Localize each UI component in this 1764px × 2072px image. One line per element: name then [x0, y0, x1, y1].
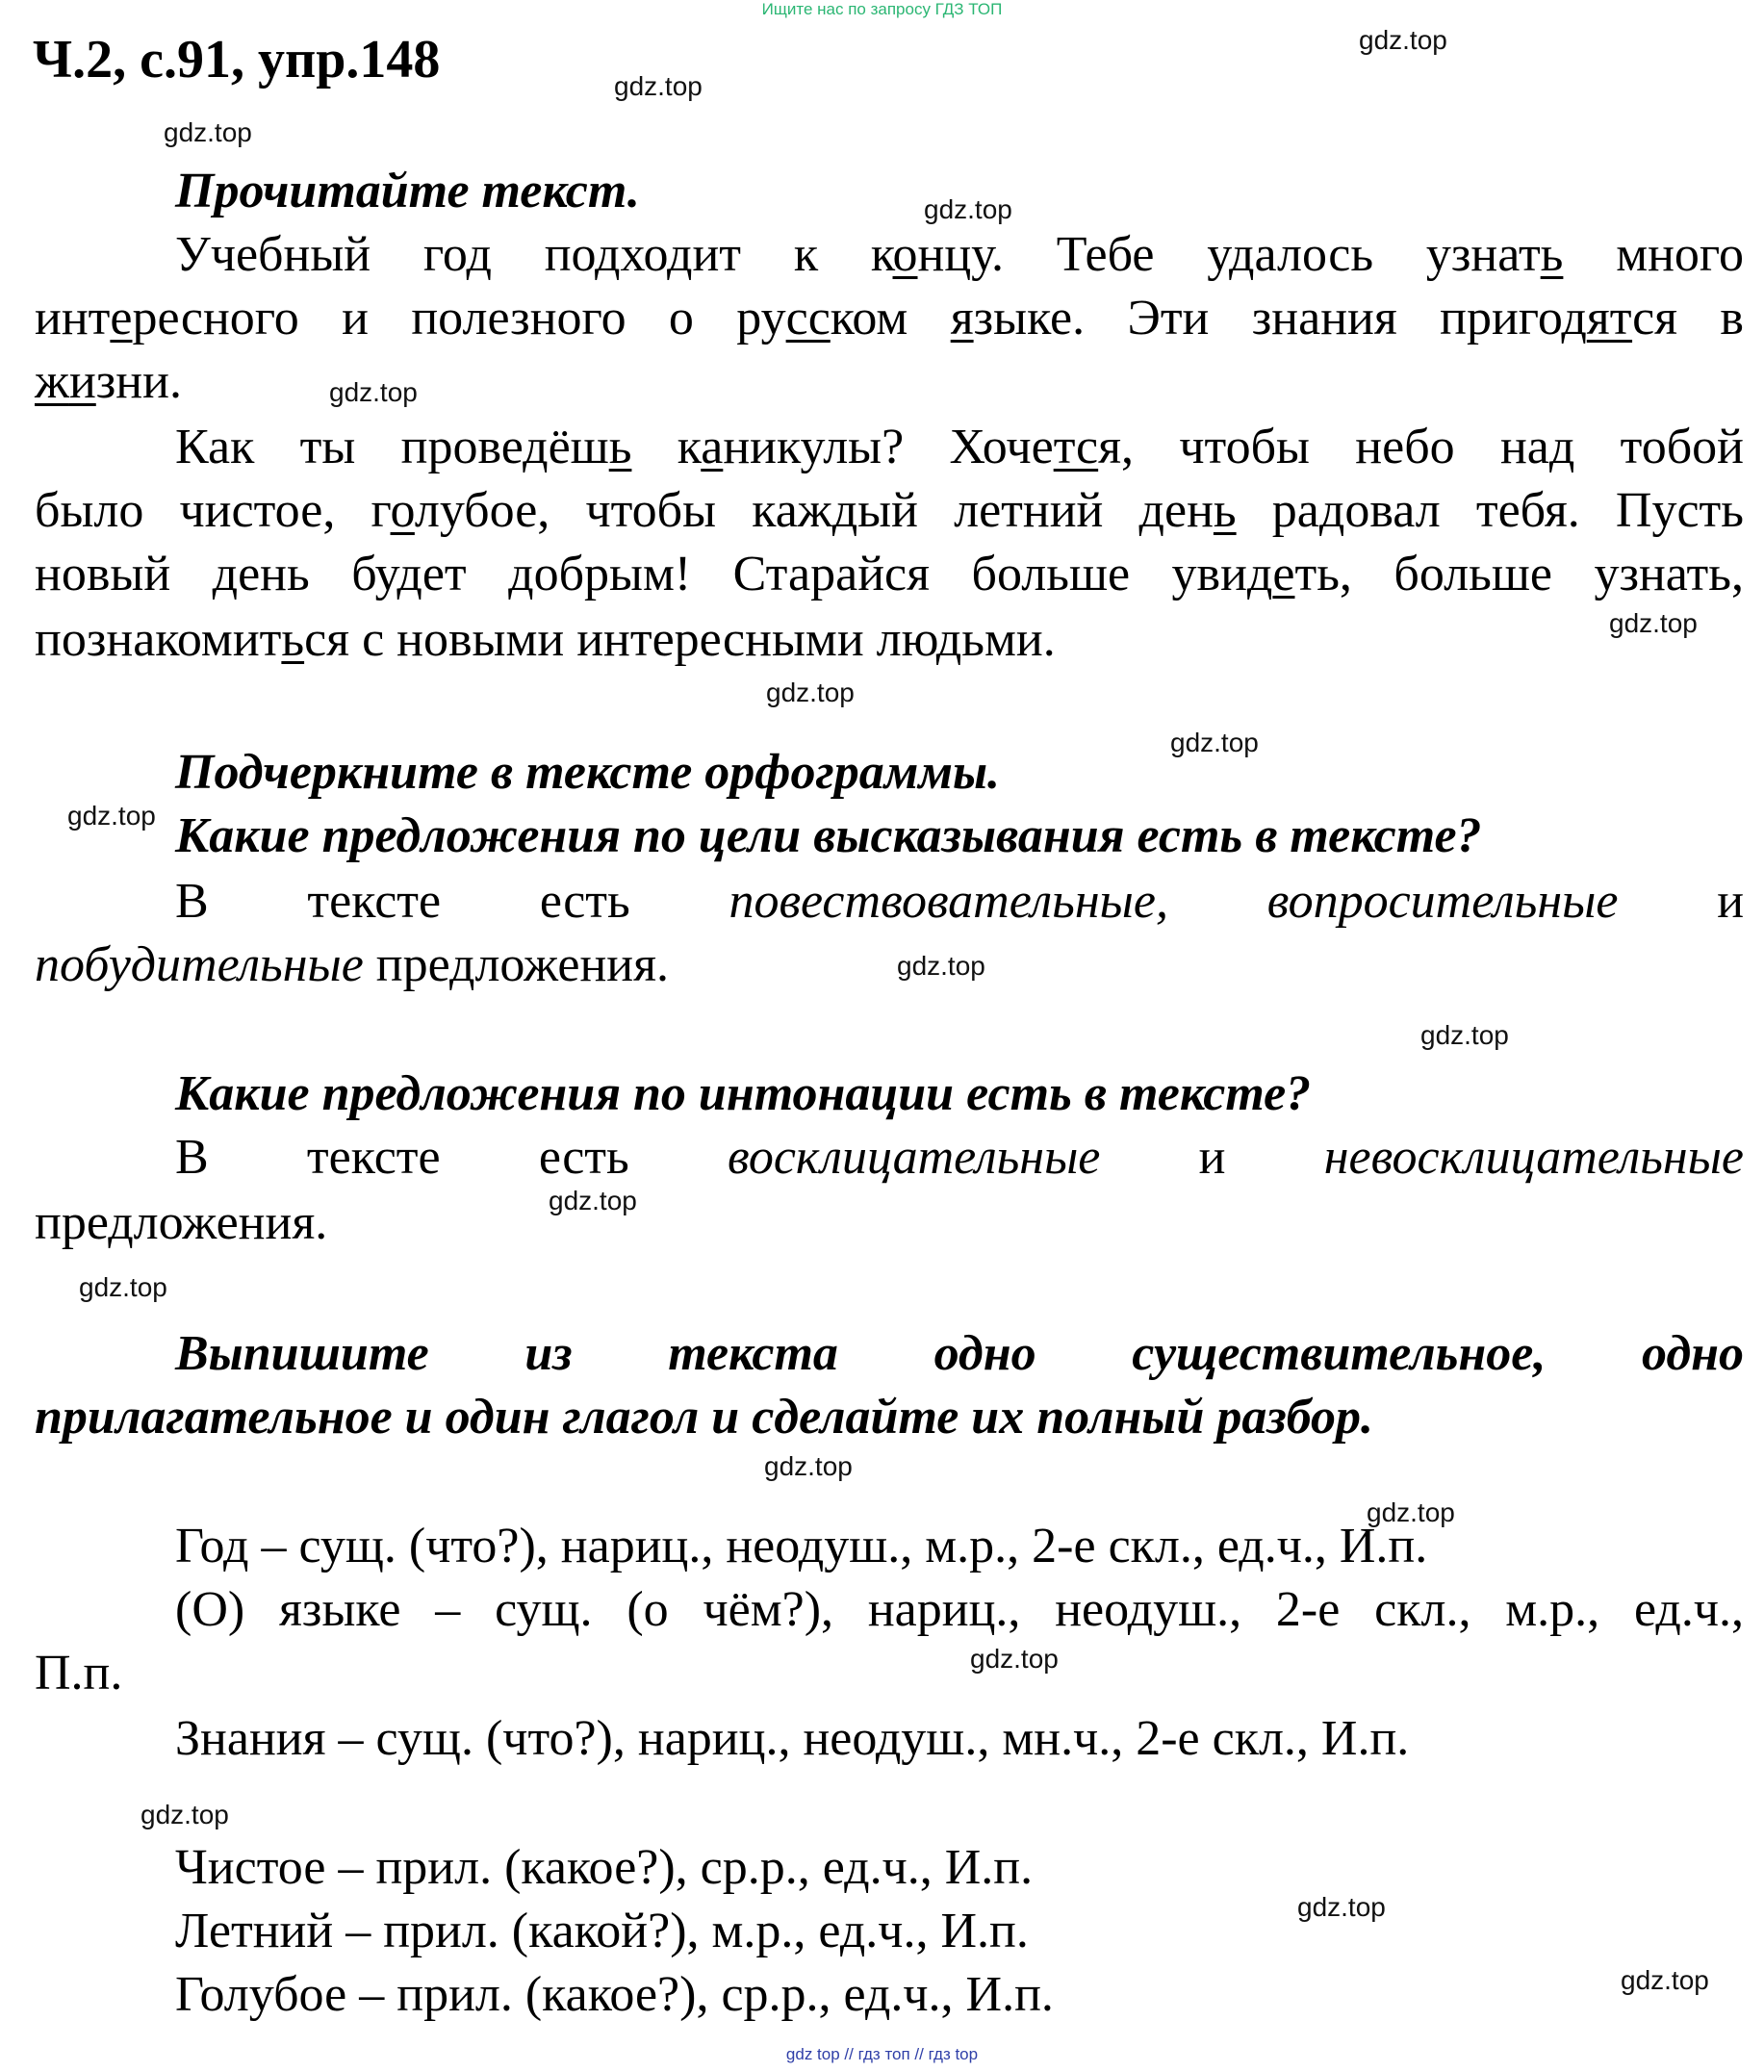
task-intonation: Какие предложения по интонации есть в тексте?	[175, 1066, 1312, 1121]
watermark: gdz.top	[79, 1272, 167, 1302]
answer-purpose-line-2: побудительные предложения.	[35, 937, 670, 992]
text-line-7: познакомиться с новыми интересными людьми.	[35, 612, 1056, 667]
text-line-5: было чистое, голубое, чтобы каждый летний день радовал тебя. Пусть	[35, 483, 1744, 538]
analysis-yazyke: (О) языке – сущ. (о чём?), нариц., неодуш., 2-е скл., м.р., ед.ч.,	[175, 1582, 1744, 1637]
watermark: gdz.top	[1297, 1892, 1386, 1922]
watermark: gdz.top	[970, 1644, 1059, 1674]
answer-intonation-line-1: В тексте есть восклицательные и невосклицательные	[175, 1130, 1745, 1185]
watermark: gdz.top	[897, 951, 985, 981]
watermark: gdz.top	[141, 1800, 229, 1829]
text-line-3: жизни.	[35, 354, 182, 409]
analysis-znaniya: Знания – сущ. (что?), нариц., неодуш., мн.ч., 2-е скл., И.п.	[175, 1711, 1410, 1766]
task-parse-line-2: прилагательное и один глагол и сделайте их полный разбор.	[35, 1390, 1373, 1445]
analysis-chistoe: Чистое – прил. (какое?), ср.р., ед.ч., И.п.	[175, 1840, 1034, 1895]
analysis-god: Год – сущ. (что?), нариц., неодуш., м.р., 2-е скл., ед.ч., И.п.	[175, 1519, 1428, 1573]
task-purpose: Какие предложения по цели высказывания есть в тексте?	[175, 808, 1482, 863]
watermark: gdz.top	[164, 117, 252, 147]
watermark: gdz.top	[1359, 25, 1447, 55]
watermark: gdz.top	[924, 194, 1012, 224]
watermark: gdz.top	[1420, 1020, 1509, 1050]
text-line-4: Как ты проведёшь каникулы? Хочется, чтобы небо над тобой	[175, 420, 1744, 474]
watermark: gdz.top	[614, 71, 703, 101]
watermark: gdz.top	[1621, 1965, 1709, 1995]
footer-note: gdz top // гдз топ // гдз top	[785, 2045, 979, 2063]
watermark: gdz.top	[764, 1451, 853, 1481]
task-read: Прочитайте текст.	[175, 164, 640, 218]
answer-purpose-line-1: В тексте есть повествовательные, вопросительные и	[175, 874, 1745, 929]
watermark: gdz.top	[766, 678, 855, 707]
watermark: gdz.top	[1609, 608, 1698, 638]
analysis-letniy: Летний – прил. (какой?), м.р., ед.ч., И.п.	[175, 1904, 1029, 1958]
watermark: gdz.top	[1170, 728, 1259, 757]
page-title: Ч.2, с.91, упр.148	[33, 30, 441, 90]
answer-intonation-line-2: предложения.	[35, 1195, 328, 1250]
analysis-goluboe: Голубое – прил. (какое?), ср.р., ед.ч., И.п.	[175, 1967, 1054, 2022]
watermark: gdz.top	[67, 801, 156, 831]
task-parse-line-1: Выпишите из текста одно существительное, одно	[175, 1326, 1744, 1381]
analysis-yazyke-case: П.п.	[35, 1646, 123, 1701]
top-search-note: Ищите нас по запросу ГДЗ ТОП	[761, 0, 1003, 18]
task-underline: Подчеркните в тексте орфограммы.	[175, 745, 1001, 800]
watermark: gdz.top	[1367, 1497, 1455, 1527]
watermark: gdz.top	[329, 377, 418, 407]
text-line-2: интересного и полезного о русском языке. Эти знания пригодятся в	[35, 291, 1744, 345]
text-line-1: Учебный год подходит к концу. Тебе удалось узнать много	[175, 227, 1744, 282]
text-line-6: новый день будет добрым! Старайся больше увидеть, больше узнать,	[35, 547, 1744, 601]
watermark: gdz.top	[549, 1186, 637, 1215]
